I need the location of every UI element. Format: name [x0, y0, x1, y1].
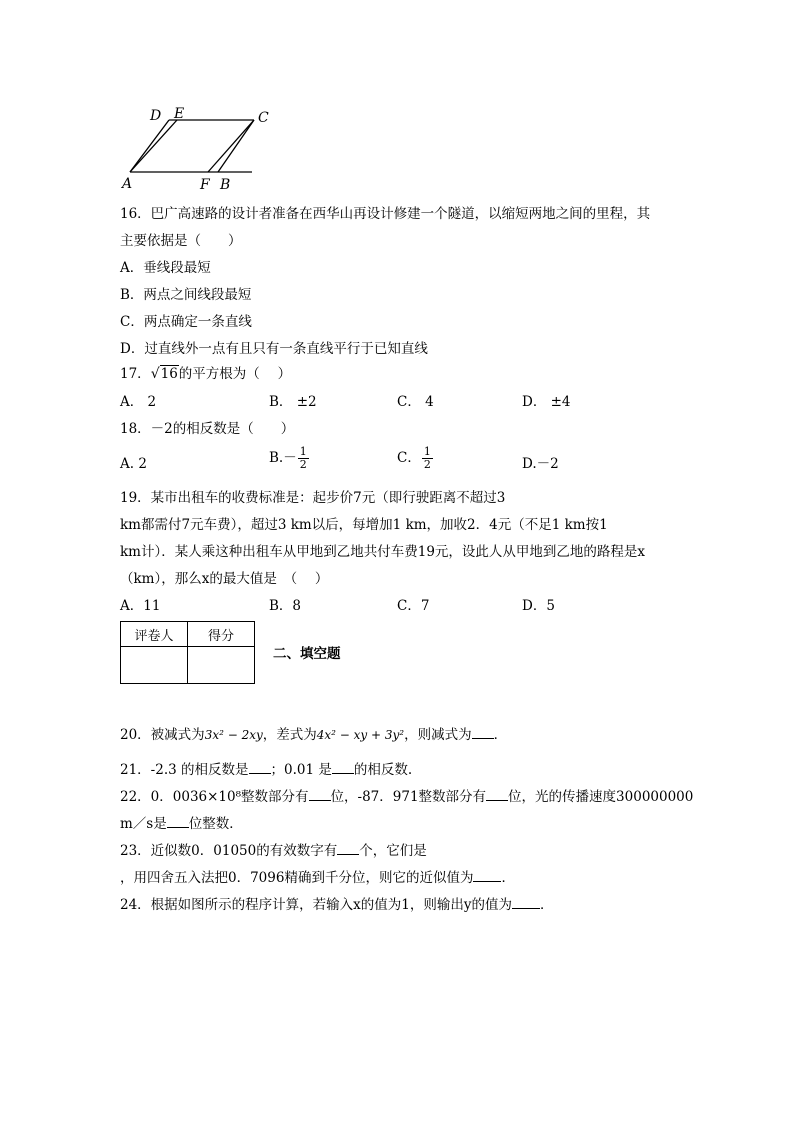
q19-stem-line4: （km），那么x的最大值是 （ ） — [120, 571, 329, 587]
q20-suffix: ，则减式为 — [404, 727, 472, 743]
q16-stem-line2: 主要依据是（ ） — [120, 233, 242, 249]
q18-option-b-fraction — [298, 446, 309, 471]
q18-option-b-prefix: B.－ — [269, 450, 297, 466]
q20-prefix: 20．被减式为 — [120, 727, 205, 743]
q24-part1: 24．根据如图所示的程序计算，若输入x的值为1，则输出y的值为 — [120, 897, 513, 913]
q21-part3: 的相反数. — [353, 762, 413, 778]
fraction-numerator: 1 — [299, 445, 307, 458]
q16-stem-line1: 16．巴广高速路的设计者准备在西华山再设计修建一个隧道，以缩短两地之间的里程，其 — [120, 206, 651, 222]
grader-table — [120, 621, 255, 684]
fraction-denominator: 2 — [423, 458, 431, 471]
q17-option-b: B． ±2 — [269, 394, 317, 410]
q16-option-a: A．垂线段最短 — [120, 260, 211, 276]
q21-blank-2 — [332, 761, 354, 774]
q22-blank-1 — [309, 788, 331, 801]
q17-option-a: A． 2 — [120, 394, 157, 410]
q20-blank — [472, 726, 494, 739]
q22-stem-line1 — [120, 788, 693, 806]
q17-suffix: 的平方根为（ ） — [178, 366, 292, 382]
q18-option-b — [269, 446, 310, 471]
label-a: A — [122, 176, 133, 192]
q17-radicand: 16 — [160, 366, 178, 382]
label-b: B — [220, 177, 231, 192]
q18-option-c-fraction — [422, 446, 433, 471]
score-cell — [188, 647, 255, 684]
q19-option-a: A．11 — [120, 598, 161, 614]
q23-stem-line2 — [120, 869, 515, 887]
q19-option-b: B．8 — [269, 598, 302, 614]
q18-option-d: D.－2 — [522, 456, 559, 472]
q23-part2: 个，它们是 — [359, 843, 427, 859]
score-header: 得分 — [188, 622, 255, 647]
q17-prefix: 17． — [120, 366, 151, 382]
label-d: D — [150, 108, 162, 124]
q22-stem-line2 — [120, 815, 243, 833]
q21-stem — [120, 761, 412, 779]
q19-option-d: D．5 — [522, 598, 555, 614]
q20-expr1: 3x² − 2xy — [204, 728, 263, 742]
q22-part3: 位，光的传播速度300000000 — [508, 789, 694, 805]
q18-option-a: A. 2 — [120, 456, 147, 472]
label-f: F — [200, 177, 210, 192]
section-title: 二、填空题 — [273, 646, 341, 662]
q16-option-c: C．两点确定一条直线 — [120, 314, 252, 330]
q21-part1: 21．-2.3 的相反数是 — [120, 762, 249, 778]
q23-stem-line1 — [120, 842, 427, 860]
sqrt-icon: √ — [150, 366, 160, 382]
q20-end: ． — [493, 727, 508, 743]
q23-blank-1 — [337, 842, 359, 855]
q17-stem — [120, 365, 291, 383]
q19-stem-line1: 19．某市出租车的收费标准是：起步价7元（即行驶距离不超过3 — [120, 490, 506, 506]
q22-part1: 22．0．0036×10⁸整数部分有 — [120, 789, 309, 805]
q22-part4: m／s是 — [120, 816, 167, 832]
q21-blank-1 — [249, 761, 271, 774]
q22-blank-2 — [486, 788, 508, 801]
grader-header: 评卷人 — [121, 622, 188, 647]
q20-stem — [120, 726, 507, 744]
q22-part5: 位整数． — [188, 816, 243, 832]
fraction-denominator: 2 — [299, 458, 307, 471]
q19-option-c: C．7 — [397, 598, 430, 614]
q20-mid: ，差式为 — [262, 727, 317, 743]
q23-part4: ． — [501, 870, 515, 886]
q16-option-b: B．两点之间线段最短 — [120, 287, 252, 303]
parallelogram-figure — [110, 100, 290, 192]
q17-option-d: D． ±4 — [522, 394, 571, 410]
q23-part3: ，用四舍五入法把0．7096精确到千分位，则它的近似值为 — [120, 870, 474, 886]
q22-part2: 位，-87．971整数部分有 — [330, 789, 487, 805]
q18-stem: 18．－2的相反数是（ ） — [120, 421, 295, 437]
q18-option-c-prefix: C． — [397, 450, 421, 466]
label-e: E — [174, 106, 185, 122]
label-c: C — [258, 110, 269, 126]
q22-blank-3 — [167, 815, 189, 828]
fraction-numerator: 1 — [423, 445, 431, 458]
q23-part1: 23．近似数0．01050的有效数字有 — [120, 843, 338, 859]
q18-option-c — [397, 446, 434, 471]
q20-expr2: 4x² − xy + 3y² — [316, 728, 405, 742]
q19-stem-line3: km计）．某人乘这种出租车从甲地到乙地共付车费19元，设此人从甲地到乙地的路程是x — [120, 544, 646, 560]
q17-option-c: C． 4 — [397, 394, 434, 410]
q23-blank-2 — [473, 869, 501, 882]
q21-part2: ；0.01 是 — [270, 762, 332, 778]
grader-cell — [121, 647, 188, 684]
q24-blank — [512, 896, 540, 909]
q16-option-d: D．过直线外一点有且只有一条直线平行于已知直线 — [120, 341, 428, 357]
q24-stem — [120, 896, 554, 914]
q19-stem-line2: km都需付7元车费），超过3 km以后，每增加1 km，加收2．4元（不足1 km按1 — [120, 517, 608, 533]
q24-part2: ． — [540, 897, 554, 913]
